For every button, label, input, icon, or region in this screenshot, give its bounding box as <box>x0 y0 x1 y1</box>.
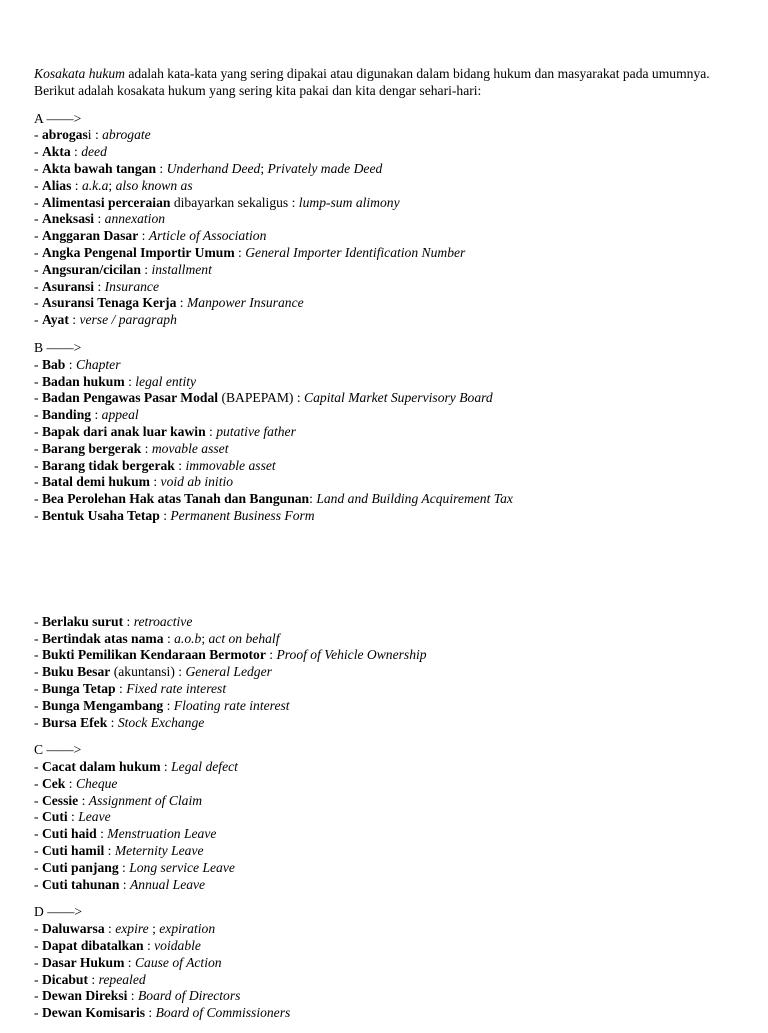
entry-separator: : <box>91 407 102 423</box>
glossary-section <box>34 614 734 732</box>
entry-translation: Chapter <box>75 356 121 372</box>
entry-dash: - <box>34 954 42 970</box>
entry-separator: : <box>156 160 167 176</box>
glossary-entry <box>34 458 734 475</box>
glossary-entry <box>34 955 734 972</box>
entry-separator: : <box>174 664 186 680</box>
entry-translation: installment <box>151 261 212 277</box>
entry-term: Dewan Komisaris <box>41 1005 146 1021</box>
entry-term: Cuti <box>41 809 68 825</box>
entry-translation-alt: expiration <box>159 921 216 937</box>
entry-translation: Land and Building Acquirement Tax <box>316 491 513 507</box>
glossary-entry <box>34 262 734 279</box>
entry-term: Dasar Hukum <box>41 954 125 970</box>
entry-separator: : <box>141 440 152 456</box>
entry-translation: Annual Leave <box>129 876 206 892</box>
entry-separator: : <box>176 295 187 311</box>
entry-translation: Legal defect <box>171 759 238 775</box>
entry-term: abrogas <box>41 127 88 143</box>
entry-dash: - <box>34 278 42 294</box>
glossary-entry <box>34 245 734 262</box>
glossary-section <box>34 111 734 329</box>
entry-translation: retroactive <box>133 613 193 629</box>
entry-translation: Proof of Vehicle Ownership <box>276 647 427 663</box>
glossary-entry <box>34 793 734 810</box>
entry-translation: a.o.b <box>174 630 202 646</box>
entry-separator: : <box>67 809 79 825</box>
entry-translation: movable asset <box>151 440 229 456</box>
entry-separator: : <box>160 759 172 775</box>
glossary-entry <box>34 877 734 894</box>
entry-separator: : <box>309 491 317 507</box>
glossary-entry <box>34 508 734 525</box>
entry-separator: : <box>174 457 186 473</box>
entry-dash: - <box>34 792 42 808</box>
entry-separator: ; <box>201 630 209 646</box>
entry-term: Bapak dari anak luar kawin <box>41 423 206 439</box>
glossary-entry <box>34 698 734 715</box>
entry-separator: : <box>119 876 130 892</box>
glossary-entry <box>34 178 734 195</box>
entry-term: Cuti tahunan <box>41 876 120 892</box>
page-break-gap <box>34 536 734 614</box>
entry-dash: - <box>34 261 42 277</box>
section-letter-heading: C ——> <box>34 742 82 758</box>
entry-note: (BAPEPAM) <box>218 390 294 406</box>
entry-translation: Board of Directors <box>137 988 241 1004</box>
intro-paragraph <box>34 66 734 100</box>
entry-translation: Fixed rate interest <box>126 680 227 696</box>
entry-dash: - <box>34 971 42 987</box>
entry-separator: : <box>68 312 80 328</box>
entry-translation: annexation <box>104 211 166 227</box>
entry-translation: Cheque <box>75 775 118 791</box>
entry-translation: Assignment of Claim <box>88 792 203 808</box>
glossary-entry <box>34 921 734 938</box>
glossary-entry <box>34 390 734 407</box>
entry-translation: a.k.a <box>81 177 109 193</box>
glossary-entry <box>34 664 734 681</box>
section-letter-heading: A ——> <box>34 110 82 126</box>
entry-translation: Menstruation Leave <box>107 826 217 842</box>
entry-separator: : <box>163 630 175 646</box>
entry-dash: - <box>34 647 42 663</box>
entry-translation: General Ledger <box>185 664 272 680</box>
glossary-entry <box>34 279 734 296</box>
entry-term: Akta bawah tangan <box>41 160 157 176</box>
glossary-entry <box>34 374 734 391</box>
entry-dash: - <box>34 423 42 439</box>
entry-term: Ayat <box>41 312 69 328</box>
entry-separator: ; <box>108 177 116 193</box>
entry-term: Bentuk Usaha Tetap <box>41 507 160 523</box>
entry-translation: appeal <box>101 407 139 423</box>
document-page <box>34 66 734 1033</box>
entry-term: Bea Perolehan Hak atas Tanah dan Bangunan <box>41 491 310 507</box>
entry-term: Angka Pengenal Importir Umum <box>41 244 235 260</box>
glossary-entry <box>34 127 734 144</box>
glossary-entry <box>34 491 734 508</box>
entry-term: Cuti hamil <box>41 843 105 859</box>
entry-dash: - <box>34 938 42 954</box>
entry-dash: - <box>34 843 42 859</box>
entry-separator: : <box>288 194 299 210</box>
entry-separator: : <box>163 697 174 713</box>
entry-dash: - <box>34 160 42 176</box>
entry-separator: : <box>104 843 115 859</box>
entry-dash: - <box>34 714 42 730</box>
entry-term: Cuti haid <box>41 826 97 842</box>
entry-term: Dewan Direksi <box>41 988 128 1004</box>
entry-translation: abrogate <box>102 127 151 143</box>
glossary-entry <box>34 972 734 989</box>
entry-term: Akta <box>41 144 71 160</box>
entry-note: (akuntansi) <box>110 664 175 680</box>
section-letter-heading: B ——> <box>34 339 82 355</box>
entry-translation: Board of Commissioners <box>155 1005 291 1021</box>
entry-dash: - <box>34 194 42 210</box>
entry-term: Cek <box>41 775 66 791</box>
glossary-entry <box>34 614 734 631</box>
entry-translation: General Importer Identification Number <box>245 244 466 260</box>
entry-note: i <box>87 127 92 143</box>
glossary-section <box>34 742 734 893</box>
entry-dash: - <box>34 826 42 842</box>
glossary-entry <box>34 161 734 178</box>
entry-translation: Insurance <box>104 278 160 294</box>
entry-term: Cacat dalam hukum <box>41 759 161 775</box>
entry-term: Bunga Mengambang <box>41 697 164 713</box>
glossary-entry <box>34 809 734 826</box>
entry-term: Bab <box>41 356 66 372</box>
entry-term: Badan Pengawas Pasar Modal <box>41 390 219 406</box>
entry-dash: - <box>34 457 42 473</box>
entry-term: Badan hukum <box>41 373 125 389</box>
entry-translation: immovable asset <box>185 457 276 473</box>
glossary-entry <box>34 826 734 843</box>
glossary-entry <box>34 776 734 793</box>
glossary-entry <box>34 647 734 664</box>
entry-dash: - <box>34 390 42 406</box>
entry-term: Alimentasi perceraian <box>41 194 171 210</box>
entry-dash: - <box>34 1005 42 1021</box>
glossary-entry <box>34 195 734 212</box>
glossary-entry <box>34 424 734 441</box>
entry-dash: - <box>34 988 42 1004</box>
entry-separator: : <box>78 792 89 808</box>
entry-term: Buku Besar <box>41 664 111 680</box>
entry-translation: Manpower Insurance <box>186 295 304 311</box>
entry-translation-alt: also known as <box>115 177 193 193</box>
entry-translation: deed <box>81 144 107 160</box>
glossary-entry <box>34 295 734 312</box>
entry-dash: - <box>34 407 42 423</box>
entry-separator: : <box>71 177 82 193</box>
entry-term: Banding <box>41 407 92 423</box>
glossary-entry <box>34 211 734 228</box>
entry-dash: - <box>34 144 42 160</box>
entry-translation: repealed <box>98 971 146 987</box>
entry-term: Asuransi Tenaga Kerja <box>41 295 177 311</box>
entry-term: Asuransi <box>41 278 95 294</box>
entry-separator: : <box>107 714 118 730</box>
intro-term: Kosakata hukum <box>34 66 125 81</box>
entry-dash: - <box>34 680 42 696</box>
entry-translation: Leave <box>78 809 111 825</box>
glossary-entry <box>34 1005 734 1022</box>
entry-term: Cessie <box>41 792 79 808</box>
entry-dash: - <box>34 664 42 680</box>
entry-term: Bertindak atas nama <box>41 630 164 646</box>
entry-separator: : <box>91 127 103 143</box>
intro-text: adalah kata-kata yang sering dipakai atau digunakan dalam bidang hukum dan masyarakat pada umumnya. Berikut adalah kosakata hukum yang sering kita pakai dan kita dengar sehari-hari: <box>34 66 710 98</box>
entry-translation-alt: Privately made Deed <box>267 160 383 176</box>
entry-dash: - <box>34 921 42 937</box>
entry-dash: - <box>34 697 42 713</box>
entry-dash: - <box>34 177 42 193</box>
entry-term: Barang bergerak <box>41 440 142 456</box>
entry-translation: putative father <box>216 423 296 439</box>
entry-separator: : <box>127 988 138 1004</box>
entry-term: Anggaran Dasar <box>41 228 139 244</box>
entry-separator: : <box>65 775 76 791</box>
glossary-entry <box>34 312 734 329</box>
entry-translation: Stock Exchange <box>117 714 205 730</box>
entry-dash: - <box>34 244 42 260</box>
entry-separator: : <box>140 261 152 277</box>
section-letter-heading: D ——> <box>34 904 83 920</box>
glossary-entry <box>34 357 734 374</box>
entry-translation: Underhand Deed <box>166 160 261 176</box>
entry-translation: verse / paragraph <box>79 312 177 328</box>
entry-term: Berlaku surut <box>41 613 124 629</box>
entry-dash: - <box>34 491 42 507</box>
entry-term: Dicabut <box>41 971 89 987</box>
entry-dash: - <box>34 759 42 775</box>
entry-dash: - <box>34 775 42 791</box>
glossary-entry <box>34 144 734 161</box>
entry-dash: - <box>34 295 42 311</box>
entry-dash: - <box>34 613 42 629</box>
entry-separator: : <box>65 356 76 372</box>
entry-note: dibayarkan sekaligus <box>170 194 289 210</box>
entry-separator: : <box>149 474 161 490</box>
entry-dash: - <box>34 127 42 143</box>
entry-dash: - <box>34 312 42 328</box>
glossary-entry <box>34 843 734 860</box>
entry-separator: : <box>265 647 277 663</box>
entry-dash: - <box>34 859 42 875</box>
entry-translation: lump-sum alimony <box>298 194 400 210</box>
entry-translation: Floating rate interest <box>173 697 290 713</box>
entry-translation: void ab initio <box>160 474 234 490</box>
entry-separator: : <box>145 1005 156 1021</box>
entry-term: Aneksasi <box>41 211 95 227</box>
entry-translation: Meternity Leave <box>114 843 204 859</box>
entry-translation: Permanent Business Form <box>170 507 315 523</box>
entry-separator: : <box>94 278 105 294</box>
glossary-entry <box>34 631 734 648</box>
entry-translation: Cause of Action <box>134 954 222 970</box>
glossary-entry <box>34 228 734 245</box>
entry-separator: : <box>118 859 130 875</box>
entry-term: Bunga Tetap <box>41 680 116 696</box>
entry-dash: - <box>34 373 42 389</box>
entry-separator: : <box>94 211 105 227</box>
entry-dash: - <box>34 211 42 227</box>
entry-dash: - <box>34 507 42 523</box>
entry-separator: : <box>143 938 155 954</box>
entry-translation: Article of Association <box>148 228 267 244</box>
entry-term: Angsuran/cicilan <box>41 261 141 277</box>
glossary-entry <box>34 860 734 877</box>
entry-separator: : <box>124 954 135 970</box>
entry-dash: - <box>34 809 42 825</box>
entry-dash: - <box>34 228 42 244</box>
glossary-entry <box>34 407 734 424</box>
glossary-entry <box>34 681 734 698</box>
entry-separator: : <box>293 390 305 406</box>
entry-separator: : <box>234 244 246 260</box>
entry-translation: voidable <box>154 938 201 954</box>
entry-term: Bursa Efek <box>41 714 108 730</box>
entry-term: Barang tidak bergerak <box>41 457 175 473</box>
entry-separator: : <box>159 507 171 523</box>
glossary-entry <box>34 988 734 1005</box>
entry-separator: : <box>88 971 99 987</box>
glossary-section <box>34 340 734 525</box>
entry-dash: - <box>34 440 42 456</box>
entry-separator: : <box>124 373 136 389</box>
entry-term: Daluwarsa <box>41 921 105 937</box>
glossary-list <box>34 111 734 1022</box>
entry-separator: : <box>70 144 82 160</box>
entry-translation: Long service Leave <box>129 859 235 875</box>
glossary-section <box>34 904 734 1022</box>
entry-separator: ; <box>260 160 268 176</box>
glossary-entry <box>34 441 734 458</box>
entry-separator: : <box>205 423 217 439</box>
entry-dash: - <box>34 356 42 372</box>
entry-dash: - <box>34 474 42 490</box>
entry-term: Cuti panjang <box>41 859 119 875</box>
entry-term: Bukti Pemilikan Kendaraan Bermotor <box>41 647 266 663</box>
entry-separator: ; <box>148 921 160 937</box>
entry-translation: expire <box>115 921 149 937</box>
entry-separator: : <box>115 680 127 696</box>
entry-term: Dapat dibatalkan <box>41 938 144 954</box>
entry-separator: : <box>96 826 108 842</box>
entry-separator: : <box>123 613 134 629</box>
entry-separator: : <box>104 921 116 937</box>
entry-dash: - <box>34 876 42 892</box>
entry-translation-alt: act on behalf <box>208 630 280 646</box>
entry-dash: - <box>34 630 42 646</box>
glossary-entry <box>34 938 734 955</box>
glossary-entry <box>34 715 734 732</box>
glossary-entry <box>34 474 734 491</box>
entry-term: Batal demi hukum <box>41 474 150 490</box>
entry-translation: legal entity <box>135 373 197 389</box>
entry-translation: Capital Market Supervisory Board <box>304 390 493 406</box>
entry-term: Alias <box>41 177 72 193</box>
entry-separator: : <box>138 228 149 244</box>
glossary-entry <box>34 759 734 776</box>
